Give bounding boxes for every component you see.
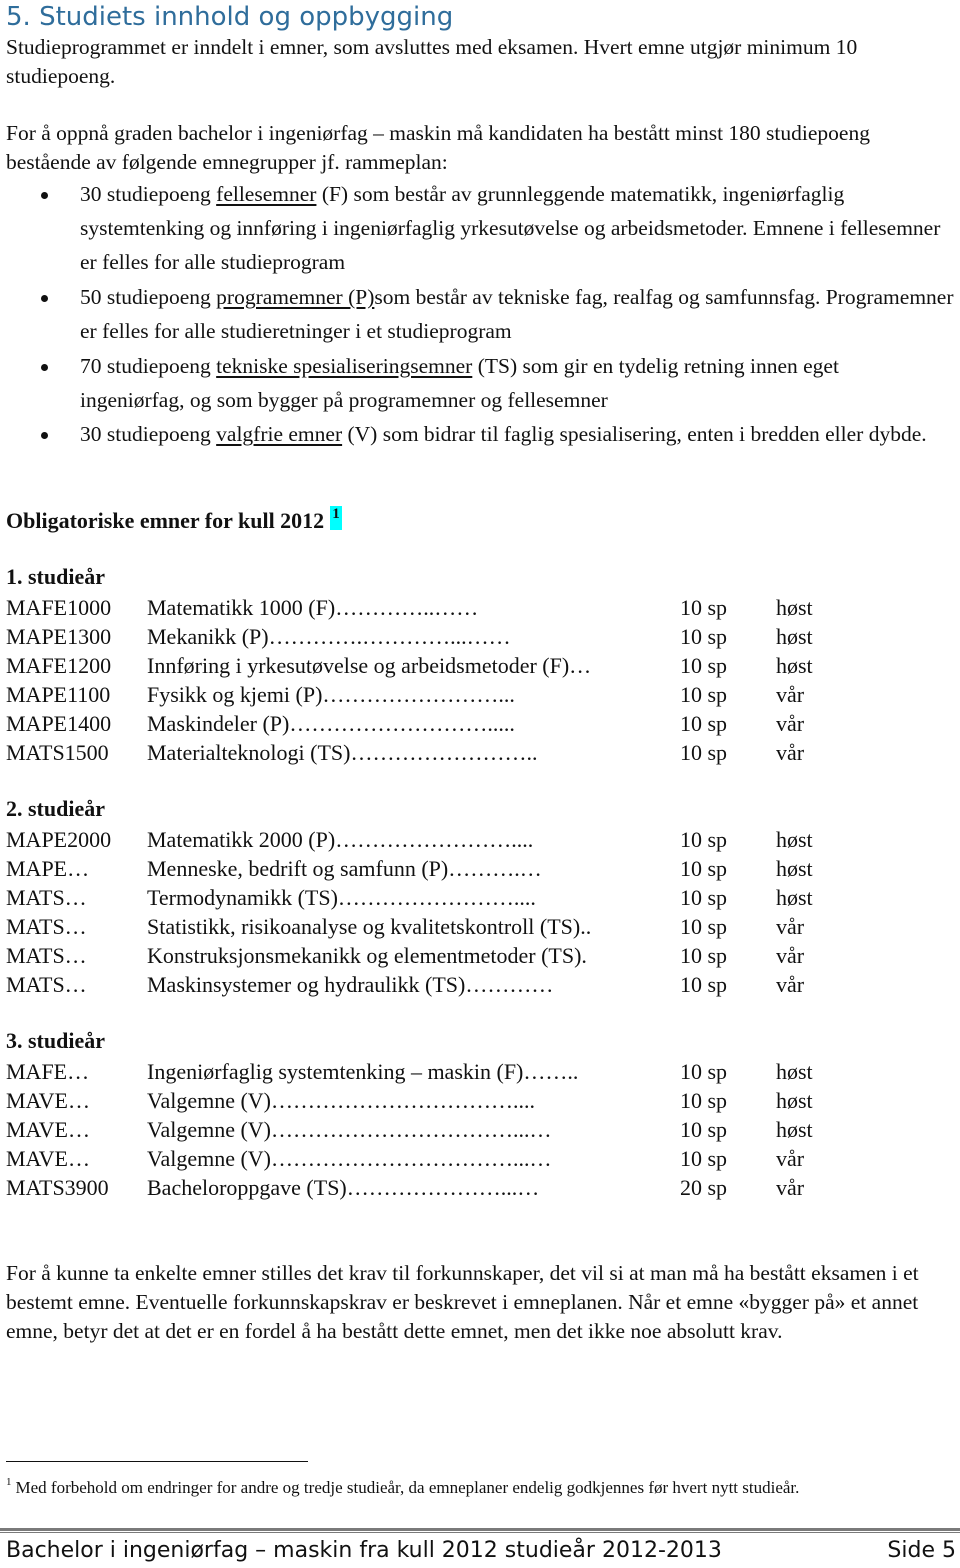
course-semester: vår [776, 711, 805, 736]
course-credits: 10 sp [680, 972, 728, 997]
course-semester: vår [776, 972, 805, 997]
course-name: Matematikk 1000 (F)…………..…… [147, 595, 479, 620]
prerequisites-paragraph: For å kunne ta enkelte emner stilles det krav til forkunnskaper, det vil si at man må ha bestått eksamen i et bestemt emne. Eventuelle forkunnskapskrav er beskrevet i emneplanen. Når et emne «bygger på» et annet emne, betyr det at det er en fordel å ha bestått dette emnet, men det ikke noe absolutt krav. [6, 1261, 919, 1343]
intro-paragraph-2: For å oppnå graden bachelor i ingeniørfag – maskin må kandidaten ha bestått minst 180 studiepoeng bestående av følgende emnegrupper jf. rammeplan: [6, 121, 870, 174]
course-code: MATS1500 [6, 740, 109, 765]
course-row [6, 1086, 906, 1115]
course-name: Fysikk og kjemi (P)……………………... [147, 682, 515, 707]
course-row [6, 622, 906, 651]
bullet-icon [41, 295, 48, 302]
course-code: MAPE1100 [6, 682, 111, 707]
course-row [6, 709, 906, 738]
course-semester: høst [776, 1117, 813, 1142]
footer-title: Bachelor i ingeniørfag – maskin fra kull 2012 studieår 2012-2013 [6, 1538, 722, 1563]
course-semester: vår [776, 740, 805, 765]
course-name: Ingeniørfaglig systemtenking – maskin (F)…….. [147, 1059, 579, 1084]
course-name: Menneske, bedrift og samfunn (P)……….… [147, 856, 542, 881]
course-semester: høst [776, 595, 813, 620]
course-row [6, 883, 906, 912]
bullet-text: 30 studiepoeng [80, 182, 217, 206]
footnote-ref[interactable]: 1 [330, 506, 342, 530]
course-code: MATS… [6, 914, 87, 939]
course-name: Matematikk 2000 (P)…………………….... [147, 827, 534, 852]
course-credits: 20 sp [680, 1175, 728, 1200]
course-semester: høst [776, 856, 813, 881]
course-row [6, 825, 906, 854]
course-name: Valgemne (V)…………………………….... [147, 1088, 536, 1113]
course-semester: høst [776, 827, 813, 852]
course-row [6, 651, 906, 680]
course-code: MAFE1200 [6, 653, 112, 678]
course-semester: vår [776, 1175, 805, 1200]
bullet-icon [41, 192, 48, 199]
course-row [6, 1057, 906, 1086]
course-code: MAPE… [6, 856, 90, 881]
course-semester: vår [776, 943, 805, 968]
course-credits: 10 sp [680, 943, 728, 968]
course-credits: 10 sp [680, 653, 728, 678]
course-semester: høst [776, 885, 813, 910]
course-name: Materialteknologi (TS)…………………….. [147, 740, 538, 765]
course-row [6, 593, 906, 622]
course-row [6, 1144, 906, 1173]
bullet-text: som består av tekniske fag, realfag og samfunnsfag. Programemner er felles for alle studieretninger i et studieprogram [80, 285, 954, 343]
course-name: Termodynamikk (TS)…………………….... [147, 885, 536, 910]
course-credits: 10 sp [680, 740, 728, 765]
page-footer [6, 1534, 956, 1568]
course-credits: 10 sp [680, 711, 728, 736]
course-credits: 10 sp [680, 624, 728, 649]
course-row [6, 941, 906, 970]
course-semester: høst [776, 1088, 813, 1113]
bullet-text: (F) som består av grunnleggende matematikk, ingeniørfaglig systemtenking og innføring i ingeniørfaglig yrkesutøvelse og arbeidsmetoder. Emnene i fellesemner er felles for alle studieprogram [80, 182, 941, 274]
course-code: MAFE… [6, 1059, 90, 1084]
course-name: Maskinsystemer og hydraulikk (TS)………… [147, 972, 554, 997]
term-link: tekniske spesialiseringsemner [216, 354, 473, 378]
course-credits: 10 sp [680, 1146, 728, 1171]
course-name: Valgemne (V)……………………………...… [147, 1146, 552, 1171]
course-row [6, 680, 906, 709]
course-credits: 10 sp [680, 1088, 728, 1113]
course-credits: 10 sp [680, 914, 728, 939]
course-semester: vår [776, 682, 805, 707]
year-heading: 1. studieår [6, 564, 105, 589]
course-code: MAVE… [6, 1088, 90, 1113]
footnote-text: Med forbehold om endringer for andre og tredje studieår, da emneplaner endelig godkjennes før hvert nytt studieår. [15, 1478, 800, 1497]
course-row [6, 1173, 906, 1202]
course-credits: 10 sp [680, 682, 728, 707]
course-semester: høst [776, 1059, 813, 1084]
course-name: Mekanikk (P)………….…………...…… [147, 624, 511, 649]
course-name: Valgemne (V)……………………………...… [147, 1117, 552, 1142]
course-code: MAPE1300 [6, 624, 112, 649]
course-name: Maskindeler (P)………………………..... [147, 711, 515, 736]
term-link: valgfrie emner [216, 422, 343, 446]
course-row [6, 738, 906, 767]
bullet-text: 70 studiepoeng [80, 354, 217, 378]
course-row [6, 854, 906, 883]
footnote-divider [6, 1461, 308, 1462]
course-code: MAVE… [6, 1117, 90, 1142]
bullet-icon [41, 432, 48, 439]
course-semester: høst [776, 653, 813, 678]
course-code: MATS3900 [6, 1175, 109, 1200]
course-credits: 10 sp [680, 1059, 728, 1084]
year-heading: 2. studieår [6, 796, 105, 821]
page-number: Side 5 [887, 1538, 956, 1563]
course-code: MATS… [6, 885, 87, 910]
course-code: MAFE1000 [6, 595, 112, 620]
course-code: MATS… [6, 943, 87, 968]
course-name: Statistikk, risikoanalyse og kvalitetskontroll (TS).. [147, 914, 592, 939]
list-item [80, 177, 942, 279]
bullet-text: 50 studiepoeng [80, 285, 217, 309]
course-code: MAVE… [6, 1146, 90, 1171]
term-link: programemner (P) [216, 285, 375, 309]
course-code: MAPE2000 [6, 827, 112, 852]
course-name: Innføring i yrkesutøvelse og arbeidsmetoder (F)… [147, 653, 592, 678]
course-credits: 10 sp [680, 595, 728, 620]
footnote-marker: 1 [6, 1476, 12, 1488]
course-name: Konstruksjonsmekanikk og elementmetoder (TS). [147, 943, 587, 968]
mandatory-courses-title: Obligatoriske emner for kull 2012 1 [6, 506, 340, 533]
bullet-text: (TS) som gir en tydelig retning innen eget ingeniørfag, og som bygger på programemner og fellesemner [80, 354, 839, 412]
bullet-icon [41, 364, 48, 371]
bullet-text: (V) som bidrar til faglig spesialisering, enten i bredden eller dybde. [342, 422, 927, 446]
course-semester: høst [776, 624, 813, 649]
course-credits: 10 sp [680, 1117, 728, 1142]
section-heading: 5. Studiets innhold og oppbygging [6, 2, 454, 32]
course-row [6, 1115, 906, 1144]
course-semester: vår [776, 1146, 805, 1171]
course-credits: 10 sp [680, 885, 728, 910]
year-heading: 3. studieår [6, 1028, 105, 1053]
course-row [6, 912, 906, 941]
course-code: MATS… [6, 972, 87, 997]
course-name: Bacheloroppgave (TS)…………………...… [147, 1175, 540, 1200]
bullet-text: 30 studiepoeng [80, 422, 217, 446]
list-item [80, 417, 952, 451]
course-credits: 10 sp [680, 856, 728, 881]
intro-paragraph-1: Studieprogrammet er inndelt i emner, som avsluttes med eksamen. Hvert emne utgjør minimum 10 studiepoeng. [6, 35, 858, 88]
footnote [6, 1470, 946, 1500]
list-item [80, 349, 942, 417]
list-item [80, 280, 955, 348]
course-code: MAPE1400 [6, 711, 112, 736]
course-semester: vår [776, 914, 805, 939]
term-link: fellesemner [216, 182, 317, 206]
footer-rule [0, 1528, 960, 1531]
course-row [6, 970, 906, 999]
course-credits: 10 sp [680, 827, 728, 852]
footer-rule-thin [0, 1532, 960, 1533]
